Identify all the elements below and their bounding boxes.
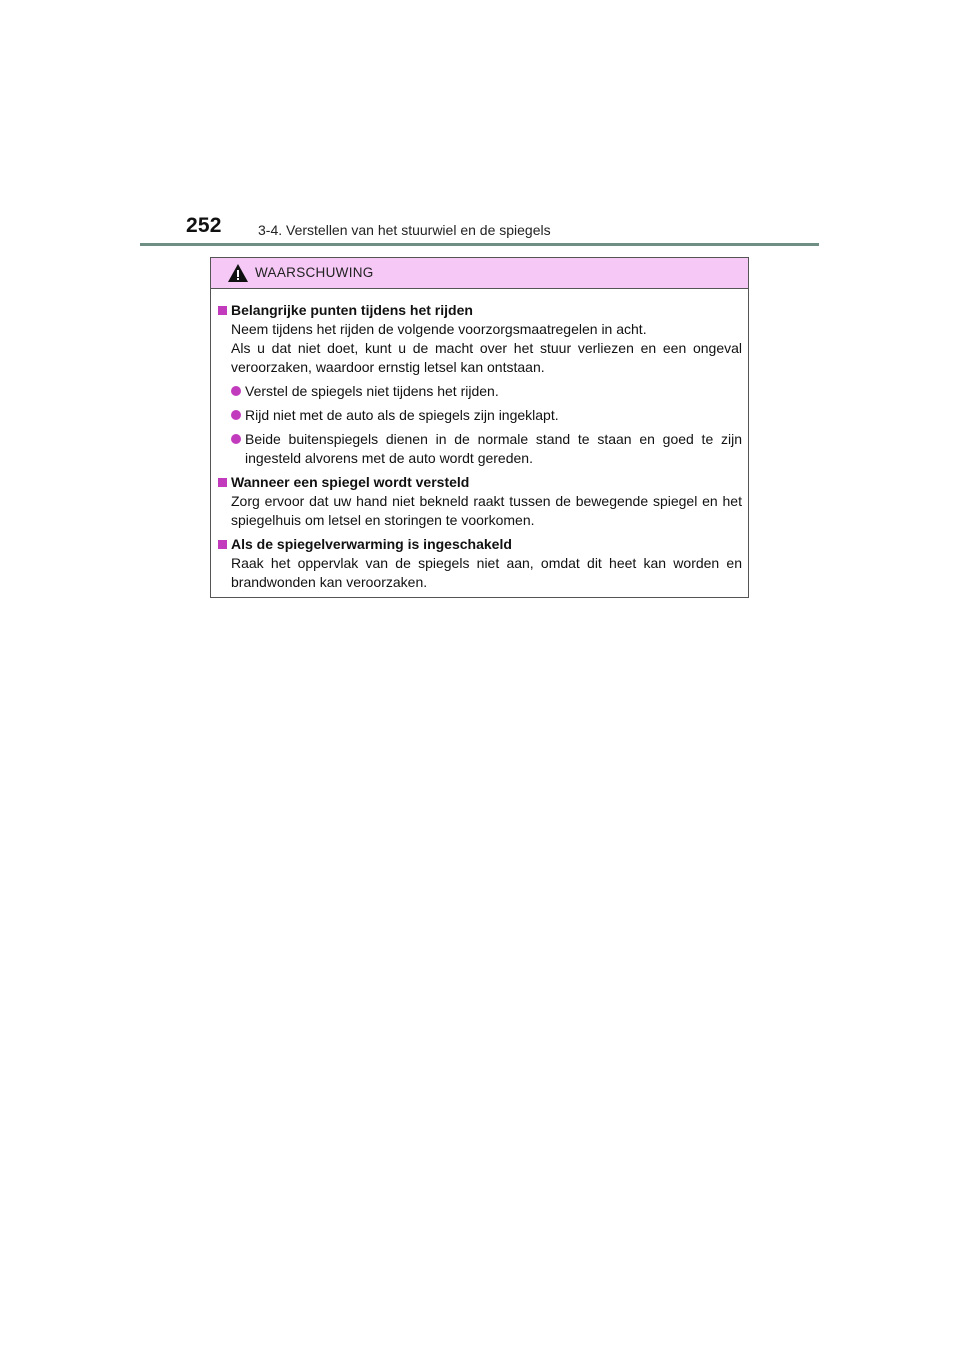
section-heading xyxy=(218,301,742,320)
bullet-item xyxy=(231,406,742,425)
warning-box xyxy=(210,257,749,598)
warning-title: WAARSCHUWING xyxy=(255,265,374,280)
warning-header xyxy=(211,258,748,289)
warning-section xyxy=(218,301,742,468)
round-bullet-icon xyxy=(231,386,241,396)
paragraph: Als u dat niet doet, kunt u de macht over het stuur verliezen en een ongeval veroorzaken, waardoor ernstig letsel kan ontstaan. xyxy=(231,340,742,375)
square-bullet-icon xyxy=(218,478,227,487)
page-number: 252 xyxy=(186,214,222,237)
square-bullet-icon xyxy=(218,540,227,549)
warning-section xyxy=(218,473,742,530)
paragraph: Zorg ervoor dat uw hand niet bekneld raakt tussen de bewegende spiegel en het spiegelhuis om letsel en storingen te voorkomen. xyxy=(231,493,742,528)
header-divider xyxy=(140,243,819,246)
paragraph: Raak het oppervlak van de spiegels niet aan, omdat dit heet kan worden en brandwonden kan veroorzaken. xyxy=(231,555,742,590)
section-heading xyxy=(218,473,742,492)
bullet-item xyxy=(231,430,742,468)
section-heading-text: Belangrijke punten tijdens het rijden xyxy=(231,302,473,318)
section-title: 3-4. Verstellen van het stuurwiel en de spiegels xyxy=(258,222,551,238)
section-heading-text: Als de spiegelverwarming is ingeschakeld xyxy=(231,536,512,552)
bullet-item xyxy=(231,382,742,401)
square-bullet-icon xyxy=(218,306,227,315)
round-bullet-icon xyxy=(231,434,241,444)
section-heading xyxy=(218,535,742,554)
bullet-text: Beide buitenspiegels dienen in de normale stand te staan en goed te zijn ingesteld alvorens met de auto wordt gereden. xyxy=(245,431,742,466)
section-heading-text: Wanneer een spiegel wordt versteld xyxy=(231,474,470,490)
bullet-text: Rijd niet met de auto als de spiegels zijn ingeklapt. xyxy=(245,407,559,423)
round-bullet-icon xyxy=(231,410,241,420)
warning-section xyxy=(218,535,742,592)
bullet-text: Verstel de spiegels niet tijdens het rijden. xyxy=(245,383,499,399)
paragraph: Neem tijdens het rijden de volgende voorzorgsmaatregelen in acht. xyxy=(231,321,647,337)
warning-body xyxy=(211,289,748,592)
warning-triangle-icon xyxy=(227,263,249,283)
